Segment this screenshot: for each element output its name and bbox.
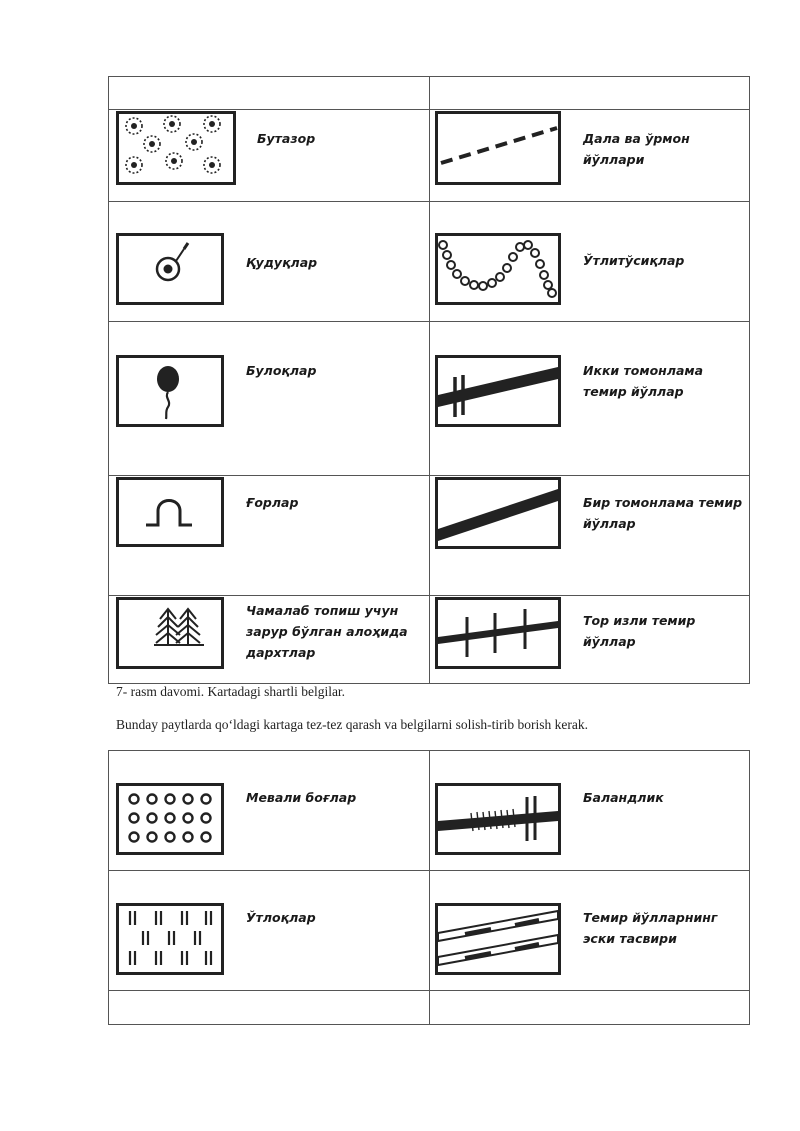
- dashed-road-icon: [435, 111, 561, 185]
- symbol-label: Темир йўлларнинг эски тасвири: [583, 910, 718, 946]
- symbols-table-1: [108, 76, 750, 683]
- body-paragraph: Bunday paytlarda qo‘ldagi kartaga tez-tez qarash va belgilarni solish-tirib borish kerak.: [116, 717, 588, 732]
- embankment-icon: [435, 783, 561, 855]
- symbol-label: Булоқлар: [246, 363, 317, 378]
- figure-caption: 7- rasm davomi. Kartadagi shartli belgilar.: [116, 684, 346, 699]
- meadow-icon: [116, 903, 224, 975]
- table-row: [108, 76, 750, 110]
- table-row: [108, 750, 750, 871]
- symbol-label: Ғорлар: [246, 495, 299, 510]
- table-cell: [429, 871, 750, 991]
- symbol-label: Икки томонлама темир йўллар: [583, 363, 704, 399]
- hedge-icon: [435, 233, 561, 305]
- table-cell: [108, 596, 430, 684]
- table-cell: [429, 110, 750, 202]
- table-cell: [108, 202, 430, 322]
- landmark-trees-icon: [116, 597, 224, 669]
- orchard-icon: [116, 783, 224, 855]
- table-cell: [429, 991, 750, 1025]
- table-row: [108, 475, 750, 596]
- table-border: [108, 1024, 750, 1025]
- well-icon: [116, 233, 224, 305]
- symbol-label: Ўтлитўсиқлар: [583, 253, 685, 268]
- symbol-label: Бутазор: [257, 131, 316, 146]
- single-track-railway-icon: [435, 477, 561, 549]
- table-cell: [429, 77, 750, 110]
- narrow-gauge-railway-icon: [435, 597, 561, 669]
- symbol-label: Мевали боғлар: [246, 790, 357, 805]
- old-railway-icon: [435, 903, 561, 975]
- symbols-table-2: [108, 750, 750, 1024]
- table-cell: [429, 322, 750, 476]
- table-row: [108, 870, 750, 991]
- table-row: [108, 990, 750, 1025]
- spring-icon: [116, 355, 224, 427]
- table-cell: [429, 596, 750, 684]
- table-cell: [108, 322, 430, 476]
- symbol-label: Чамалаб топиш учун зарур бўлган алоҳида дархтлар: [246, 603, 408, 660]
- table-row: [108, 201, 750, 322]
- shrubs-icon: [116, 111, 236, 185]
- table-cell: [108, 476, 430, 596]
- table-cell: [108, 751, 430, 871]
- symbol-label: Баландлик: [583, 790, 664, 805]
- table-cell: [429, 202, 750, 322]
- table-row: [108, 109, 750, 202]
- symbol-label: Дала ва ўрмон йўллари: [583, 131, 690, 167]
- table-row: [108, 595, 750, 684]
- table-cell: [108, 110, 430, 202]
- table-cell: [429, 751, 750, 871]
- cave-icon: [116, 477, 224, 547]
- symbol-label: Бир томонлама темир йўллар: [583, 495, 743, 531]
- table-cell: [108, 77, 430, 110]
- table-cell: [108, 871, 430, 991]
- symbol-label: Ўтлоқлар: [246, 910, 316, 925]
- table-cell: [429, 476, 750, 596]
- table-cell: [108, 991, 430, 1025]
- double-track-railway-icon: [435, 355, 561, 427]
- symbol-label: Тор изли темир йўллар: [583, 613, 696, 649]
- table-row: [108, 321, 750, 476]
- symbol-label: Қудуқлар: [246, 255, 318, 270]
